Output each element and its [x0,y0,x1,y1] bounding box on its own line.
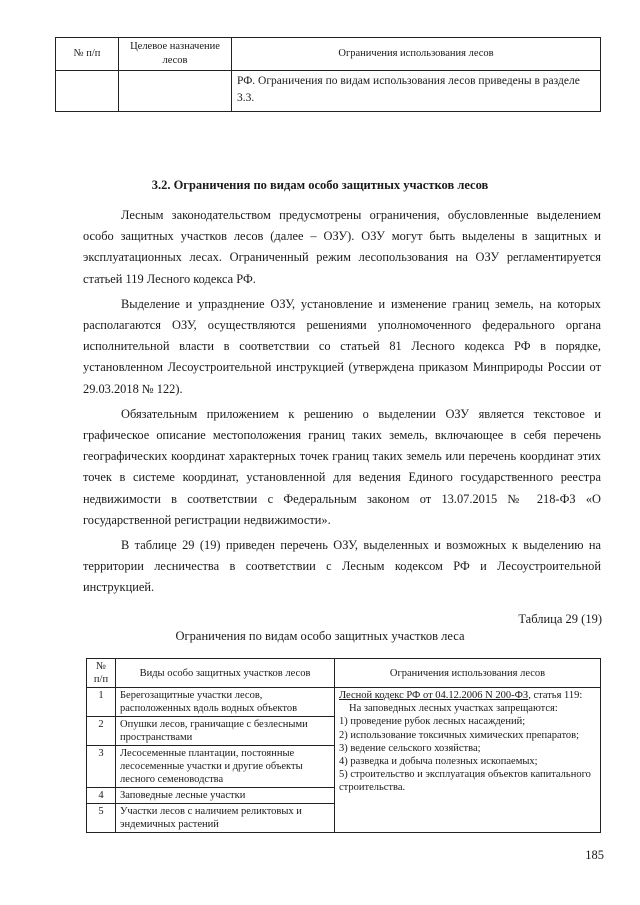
section-title: 3.2. Ограничения по видам особо защитных участков лесов [151,178,489,192]
paragraph: Обязательным приложением к решению о выделении ОЗУ является текстовое и графическое описание местоположения границ таких земель, включающее в себя перечень географических координат характерных точек границ таких земель или перечень координат этих точек в системе координат, установленной для ведения Единого государственного реестра недвижимости в соответствии с Федеральным законом от 13.07.2015 № 218-ФЗ «О государственной регистрации недвижимости». [83,406,601,527]
table-cell-restrictions: РФ. Ограничения по видам использования лесов приведены в разделе 3.3. [232,71,601,112]
body-text [83,205,601,603]
law-reference: Лесной кодекс РФ от 04.12.2006 N 200-ФЗ [339,690,529,701]
header-restrictions: Ограничения использования лесов [335,659,601,688]
table-cell [56,71,119,112]
continuation-table [55,37,601,112]
table-cell [119,71,232,112]
header-purpose: Целевое назначение лесов [119,38,232,71]
header-number: № п/п [87,659,116,688]
row-type: Опушки лесов, граничащие с безлесными пространствами [116,717,335,746]
paragraph: В таблице 29 (19) приведен перечень ОЗУ, выделенных и возможных к выделению на территории лесничества в соответствии с Лесным кодексом РФ и Лесоустроительной инструкцией. [83,538,601,595]
paragraph: Выделение и упразднение ОЗУ, установление и изменение границ земель, на которых располагаются ОЗУ, осуществляются решениями уполномоченного федерального органа исполнительной власти в соответствии со статьей 81 Лесного кодекса РФ в порядке, установленном Лесоустроительной инструкцией (утверждена приказом Минприроды России от 29.03.2018 № 122). [83,296,601,396]
restriction-item: 2) использование токсичных химических препаратов; [339,729,580,741]
row-number: 3 [87,746,116,788]
table-header-row [56,38,601,71]
restriction-item: 5) строительство и эксплуатация объектов капитального строительства. [339,769,591,794]
page-number: 185 [585,848,604,862]
row-type: Лесосеменные плантации, постоянные лесосеменные участки и другие объекты лесного семеноводства [116,746,335,788]
header-restrictions: Ограничения использования лесов [232,38,601,71]
table-header-row [87,659,601,688]
restriction-item: 3) ведение сельского хозяйства; [339,742,481,754]
row-number: 1 [87,688,116,717]
restrictions-intro: На заповедных лесных участках запрещаются: [349,703,558,715]
header-type: Виды особо защитных участков лесов [116,659,335,688]
restrictions-table [86,658,601,833]
row-number: 2 [87,717,116,746]
restriction-item: 4) разведка и добыча полезных ископаемых; [339,756,538,768]
row-type: Участки лесов с наличием реликтовых и эндемичных растений [116,804,335,833]
paragraph: Лесным законодательством предусмотрены ограничения, обусловленные выделением особо защитных участков лесов (далее – ОЗУ). ОЗУ могут быть выделены в защитных и эксплуатационных лесах. Ограниченный режим лесопользования на ОЗУ регламентируется статьей 119 Лесного кодекса РФ. [83,208,601,286]
table-row [56,71,601,112]
table-row [87,688,601,717]
law-suffix: , статья 119: [528,690,583,701]
table-title: Ограничения по видам особо защитных участков леса [175,629,465,643]
row-type: Берегозащитные участки лесов, расположенных вдоль водных объектов [116,688,335,717]
row-number: 5 [87,804,116,833]
restriction-item: 1) проведение рубок лесных насаждений; [339,716,526,728]
restrictions-cell [335,688,601,833]
row-type: Заповедные лесные участки [116,788,335,804]
table-caption: Таблица 29 (19) [518,612,602,626]
header-number: № п/п [56,38,119,71]
row-number: 4 [87,788,116,804]
